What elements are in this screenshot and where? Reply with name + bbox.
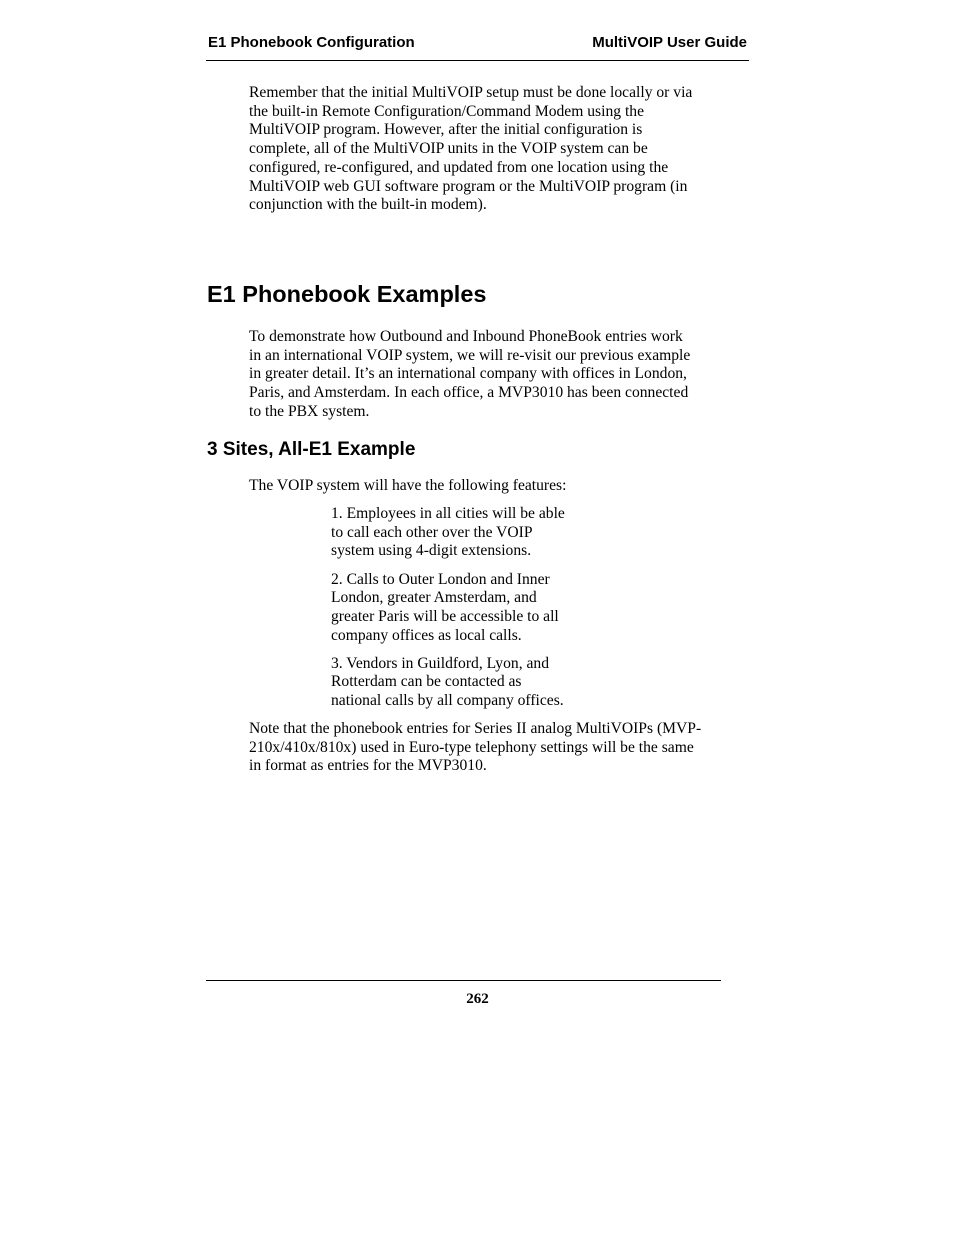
page-header	[206, 33, 749, 61]
feature-line: 2. Calls to Outer London and Inner	[331, 570, 550, 588]
features-intro: The VOIP system will have the following features:	[249, 477, 567, 494]
note-paragraph	[249, 720, 749, 776]
intro-paragraph	[249, 84, 749, 215]
subsection-heading: 3 Sites, All-E1 Example	[207, 439, 416, 460]
feature-line: 1. Employees in all cities will be able	[331, 505, 565, 522]
intro-line: configured, re-configured, and updated from one location using the	[249, 158, 669, 176]
header-guide-title: MultiVOIP User Guide	[592, 34, 747, 51]
note-line: in format as entries for the MVP3010.	[249, 757, 487, 775]
feature-line: greater Paris will be accessible to all	[331, 607, 559, 625]
feature-line: national calls by all company offices.	[331, 692, 564, 710]
feature-line: Rotterdam can be contacted as	[331, 673, 522, 691]
section-line: in an international VOIP system, we will re-visit our previous example	[249, 346, 691, 364]
intro-line: conjunction with the built-in modem).	[249, 196, 487, 214]
note-line: 210x/410x/810x) used in Euro-type telephony settings will be the same	[249, 738, 694, 756]
intro-line: MultiVOIP web GUI software program or the MultiVOIP program (in	[249, 177, 688, 195]
section-paragraph	[249, 328, 749, 422]
feature-item	[331, 571, 596, 646]
feature-item	[331, 655, 596, 711]
section-heading: E1 Phonebook Examples	[207, 281, 487, 307]
intro-line: Remember that the initial MultiVOIP setup must be done locally or via	[249, 84, 693, 101]
feature-list	[331, 505, 596, 720]
feature-line: system using 4-digit extensions.	[331, 542, 532, 560]
header-chapter-title: E1 Phonebook Configuration	[208, 34, 415, 51]
section-line: to the PBX system.	[249, 402, 370, 420]
note-line: Note that the phonebook entries for Series II analog MultiVOIPs (MVP-	[249, 720, 702, 737]
section-line: Paris, and Amsterdam. In each office, a MVP3010 has been connected	[249, 384, 689, 402]
feature-line: to call each other over the VOIP	[331, 523, 533, 541]
footer-divider	[206, 980, 721, 981]
feature-line: London, greater Amsterdam, and	[331, 589, 537, 607]
feature-line: 3. Vendors in Guildford, Lyon, and	[331, 654, 550, 672]
intro-line: complete, all of the MultiVOIP units in the VOIP system can be	[249, 140, 648, 158]
feature-line: company offices as local calls.	[331, 626, 522, 644]
intro-line: the built-in Remote Configuration/Command Modem using the	[249, 102, 644, 120]
page-number: 262	[466, 991, 489, 1007]
intro-line: MultiVOIP program. However, after the initial configuration is	[249, 121, 643, 139]
feature-item	[331, 505, 596, 561]
section-line: in greater detail. It’s an international company with offices in London,	[249, 365, 687, 383]
section-line: To demonstrate how Outbound and Inbound PhoneBook entries work	[249, 328, 683, 345]
